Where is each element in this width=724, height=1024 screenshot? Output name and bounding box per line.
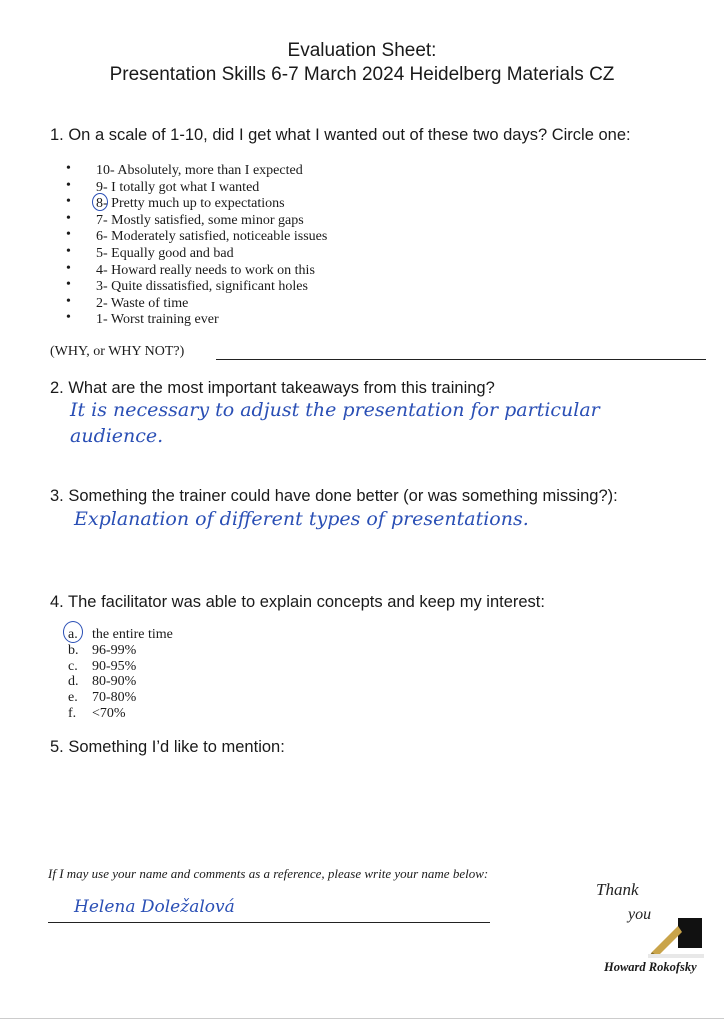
q1-option-3[interactable]: • 3- Quite dissatisfied, significant holes <box>66 277 308 295</box>
q1-option-4[interactable]: • 4- Howard really needs to work on this <box>66 260 315 278</box>
trainer-name: Howard Rokofsky <box>604 960 697 974</box>
q1-option-6[interactable]: • 6- Moderately satisfied, noticeable issues <box>66 227 328 245</box>
question-2: 2. What are the most important takeaways from this training? <box>50 379 495 397</box>
q4-option-e[interactable]: e. 70-80% <box>68 690 137 706</box>
title-line-1: Evaluation Sheet: <box>287 40 437 61</box>
q2-answer-line-2[interactable]: audience. <box>70 425 164 447</box>
q1-option-list <box>66 161 328 328</box>
q4-option-a[interactable]: a. the entire time <box>68 625 173 641</box>
q4-option-d[interactable]: d. 80-90% <box>68 674 137 690</box>
selection-circle <box>63 621 83 643</box>
q1-option-2[interactable]: • 2- Waste of time <box>66 293 189 311</box>
name-line[interactable] <box>48 922 490 923</box>
q1-option-8[interactable]: • 8- Pretty much up to expectations <box>66 194 285 212</box>
why-label: (WHY, or WHY NOT?) <box>50 344 185 359</box>
q1-option-1[interactable]: • 1- Worst training ever <box>66 310 219 328</box>
title-line-2: Presentation Skills 6-7 March 2024 Heidelberg Materials CZ <box>109 64 615 85</box>
question-4: 4. The facilitator was able to explain concepts and keep my interest: <box>50 593 545 611</box>
page-edge-divider <box>0 1018 724 1019</box>
q1-option-5[interactable]: • 5- Equally good and bad <box>66 243 234 261</box>
question-1: 1. On a scale of 1-10, did I get what I wanted out of these two days? Circle one: <box>50 126 631 144</box>
fountain-pen-icon <box>648 914 704 958</box>
name-signature[interactable]: Helena Doležalová <box>74 897 235 917</box>
q1-option-7[interactable]: • 7- Mostly satisfied, some minor gaps <box>66 210 304 228</box>
q1-option-10[interactable]: • 10- Absolutely, more than I expected <box>66 161 303 178</box>
q4-option-f[interactable]: f. <70% <box>68 705 126 721</box>
q2-answer-line-1[interactable]: It is necessary to adjust the presentation for particular <box>70 399 600 421</box>
thank-you-1: Thank <box>596 880 639 899</box>
q4-option-b[interactable]: b. 96-99% <box>68 642 137 658</box>
q5-answer-area[interactable] <box>50 760 700 850</box>
q3-answer[interactable]: Explanation of different types of presentations. <box>74 508 529 530</box>
thank-you-2: you <box>628 906 652 923</box>
q4-option-c[interactable]: c. 90-95% <box>68 658 137 674</box>
q1-option-9[interactable]: • 9- I totally got what I wanted <box>66 177 260 195</box>
question-3: 3. Something the trainer could have done better (or was something missing?): <box>50 487 618 505</box>
why-answer-line[interactable] <box>216 359 706 360</box>
q4-option-list <box>68 625 173 720</box>
reference-prompt: If I may use your name and comments as a reference, please write your name below: <box>48 866 489 881</box>
question-5: 5. Something I’d like to mention: <box>50 738 285 756</box>
